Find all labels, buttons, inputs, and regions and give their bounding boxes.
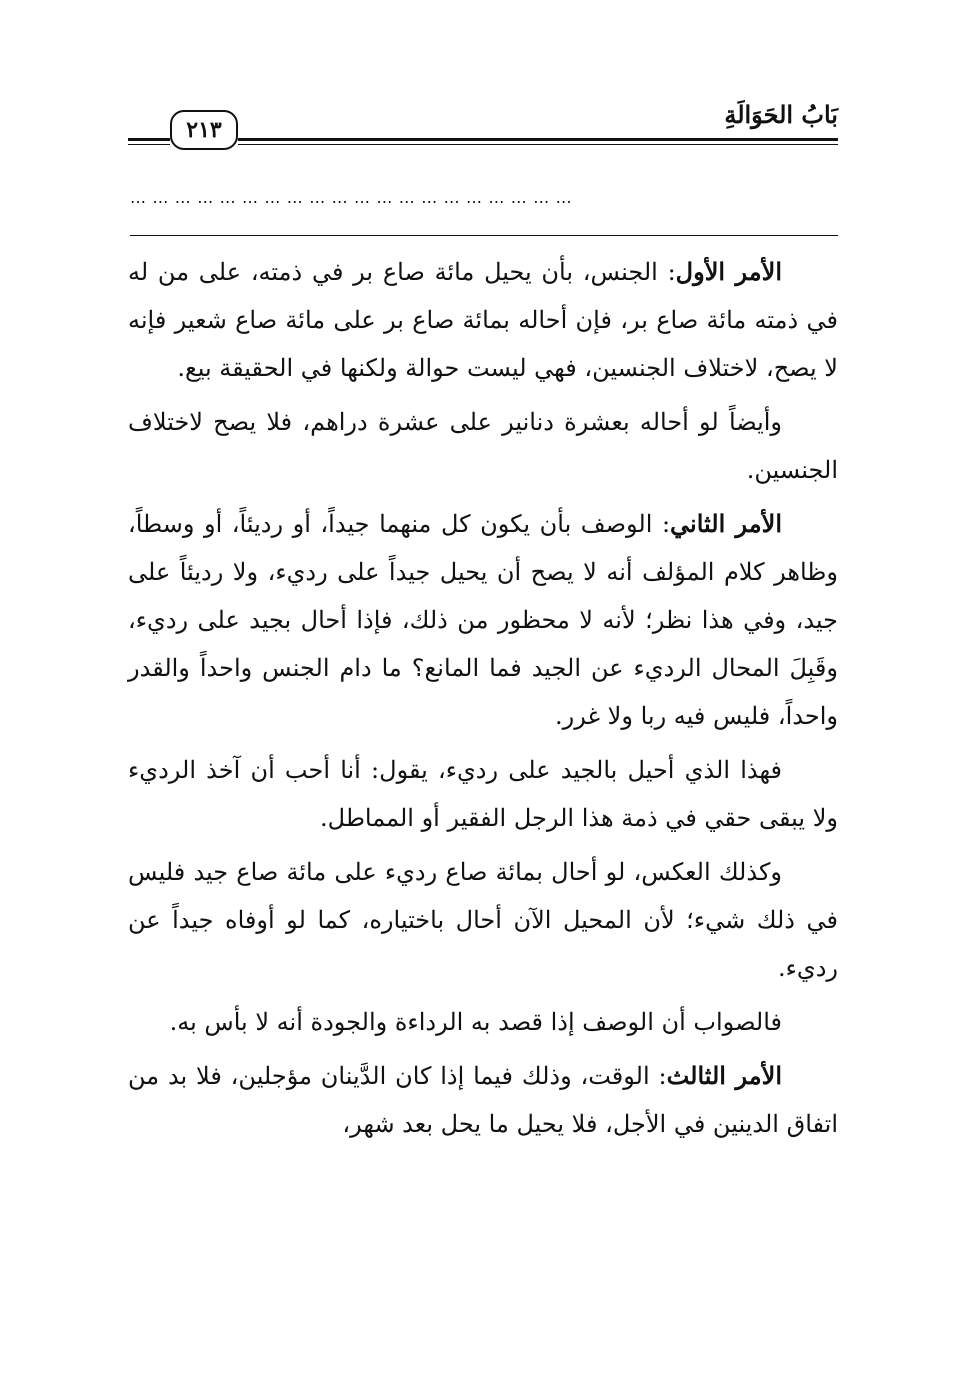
header-rule-left-thin xyxy=(128,144,170,145)
paragraph-text: : الوصف بأن يكون كل منهما جيداً، أو رديئاً، أو وسطاً، وظاهر كلام المؤلف أنه لا يصح أن يحيل جيداً على رديء، ولا رديئاً على جيد، وفي هذا نظر؛ لأنه لا محظور من ذلك، فإذا أحال بجيد على رديء، وقَبِلَ المحال الرديء عن الجيد فما المانع؟ ما دام الجنس واحداً والقدر واحداً، فليس فيه ربا ولا غرر. xyxy=(128,510,838,730)
header-rule-thin xyxy=(238,144,838,145)
paragraph-text: : الوقت، وذلك فيما إذا كان الدَّينان مؤجلين، فلا بد من اتفاق الدينين في الأجل، فلا يحيل ما يحل بعد شهر، xyxy=(128,1062,838,1138)
separator-rule xyxy=(130,235,838,236)
page-number: ٢١٣ xyxy=(170,110,238,150)
paragraph xyxy=(128,746,838,842)
paragraph xyxy=(128,398,838,494)
paragraph xyxy=(128,998,838,1046)
paragraph-text: وكذلك العكس، لو أحال بمائة صاع رديء على مائة صاع جيد فليس في ذلك شيء؛ لأن المحيل الآن أحال باختياره، كما لو أوفاه جيداً عن رديء. xyxy=(128,858,838,982)
paragraph xyxy=(128,248,838,392)
page-header xyxy=(128,100,838,160)
paragraph xyxy=(128,1052,838,1148)
paragraph-text: وأيضاً لو أحاله بعشرة دنانير على عشرة دراهم، فلا يصح لاختلاف الجنسين. xyxy=(128,408,838,484)
paragraph-text: فالصواب أن الوصف إذا قصد به الرداءة والجودة أنه لا بأس به. xyxy=(169,1008,782,1036)
header-rule xyxy=(238,138,838,141)
paragraph-lead: الأمر الثاني xyxy=(670,509,782,538)
paragraph-lead: الأمر الثالث xyxy=(666,1061,782,1090)
header-rule-left xyxy=(128,138,170,141)
paragraph-lead: الأمر الأول xyxy=(675,257,782,286)
chapter-title: بَابُ الحَوَالَةِ xyxy=(724,100,838,129)
paragraph-text: فهذا الذي أحيل بالجيد على رديء، يقول: أنا أحب أن آخذ الرديء ولا يبقى حقي في ذمة هذا الرجل الفقير أو المماطل. xyxy=(128,756,838,832)
body-text xyxy=(128,248,838,1154)
paragraph xyxy=(128,848,838,992)
paragraph xyxy=(128,500,838,740)
separator-dots: …………………………………………………… xyxy=(130,188,578,207)
paragraph-text: : الجنس، بأن يحيل مائة صاع بر في ذمته، على من له في ذمته مائة صاع بر، فإن أحاله بمائة صاع بر على مائة صاع شعير فإنه لا يصح، لاختلاف الجنسين، فهي ليست حوالة ولكنها في الحقيقة بيع. xyxy=(128,258,838,382)
